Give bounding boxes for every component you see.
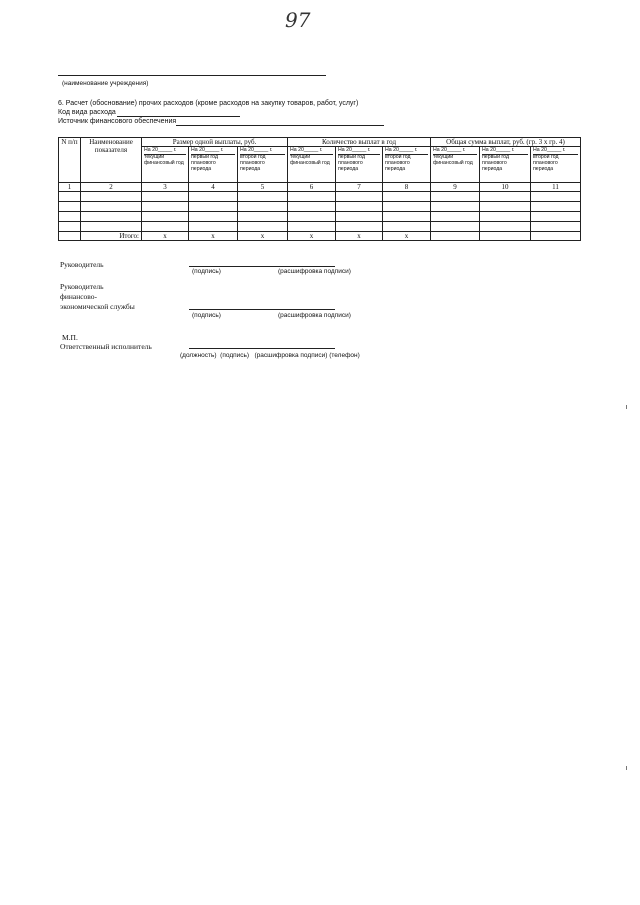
- table-row: [59, 202, 581, 212]
- table-row: [59, 192, 581, 202]
- subheader-current-year: На 20_____ г. текущий финансовый год: [431, 147, 480, 183]
- executor-caption: (должность) (подпись) (расшифровка подписи) (телефон): [180, 352, 360, 359]
- executor-signature-line: [189, 348, 335, 349]
- section-title: 6. Расчет (обоснование) прочих расходов (кроме расходов на закупку товаров, работ, услуг): [58, 100, 359, 107]
- subheader-current-year: На 20_____ г. текущий финансовый год: [288, 147, 336, 183]
- col-number: 3: [142, 183, 189, 192]
- total-label: Итого:: [81, 232, 142, 241]
- header-indicator-name: Наименование показателя: [81, 138, 142, 183]
- finance-signature-line: [189, 309, 335, 310]
- subheader-second-year: На 20_____ г. второй год планового периода: [383, 147, 431, 183]
- subheader-first-year: На 20_____ г. первый год планового периода: [480, 147, 531, 183]
- finance-head-label-line2: финансово-: [60, 292, 98, 301]
- x-mark: x: [238, 232, 288, 241]
- x-mark: x: [383, 232, 431, 241]
- expense-code-line: [117, 116, 240, 117]
- header-payment-count: Количество выплат в год: [288, 138, 431, 147]
- finance-head-label-line3: экономической службы: [60, 302, 135, 311]
- expense-code-label: Код вида расхода: [58, 109, 116, 116]
- col-number: 4: [189, 183, 238, 192]
- x-mark: x: [288, 232, 336, 241]
- funding-source-label: Источник финансового обеспечения: [58, 118, 177, 125]
- head-label: Руководитель: [60, 260, 104, 269]
- subheader-second-year: На 20_____ г. второй год планового периода: [238, 147, 288, 183]
- x-mark: x: [189, 232, 238, 241]
- expense-table: [58, 137, 581, 241]
- header-payment-size: Размер одной выплаты, руб.: [142, 138, 288, 147]
- subheader-current-year: На 20_____ г. текущий финансовый год: [142, 147, 189, 183]
- subheader-first-year: На 20_____ г. первый год планового периода: [336, 147, 383, 183]
- head-signature-line: [189, 266, 335, 267]
- page-number: 97: [285, 8, 311, 32]
- scan-speck: [626, 405, 627, 409]
- column-numbers-row: [59, 183, 581, 192]
- col-number: 2: [81, 183, 142, 192]
- signature-caption: (подпись): [192, 312, 221, 319]
- institution-line: [58, 75, 326, 76]
- subheader-first-year: На 20_____ г. первый год планового периода: [189, 147, 238, 183]
- total-row: [59, 232, 581, 241]
- signature-caption: (подпись): [192, 268, 221, 275]
- funding-source-line: [176, 125, 384, 126]
- col-number: 1: [59, 183, 81, 192]
- col-number: 8: [383, 183, 431, 192]
- x-mark: x: [142, 232, 189, 241]
- finance-head-label-line1: Руководитель: [60, 282, 104, 291]
- header-num: N п/п: [59, 138, 81, 183]
- col-number: 9: [431, 183, 480, 192]
- scan-speck: [626, 766, 627, 770]
- col-number: 6: [288, 183, 336, 192]
- col-number: 10: [480, 183, 531, 192]
- header-total: Общая сумма выплат, руб. (гр. 3 x гр. 4): [431, 138, 581, 147]
- col-number: 11: [531, 183, 581, 192]
- stamp-label: М.П.: [62, 333, 78, 342]
- x-mark: x: [336, 232, 383, 241]
- executor-label: Ответственный исполнитель: [60, 342, 152, 351]
- col-number: 5: [238, 183, 288, 192]
- subheader-second-year: На 20_____ г. второй год планового периода: [531, 147, 581, 183]
- table-row: [59, 222, 581, 232]
- decode-caption: (расшифровка подписи): [278, 312, 351, 319]
- decode-caption: (расшифровка подписи): [278, 268, 351, 275]
- table-row: [59, 212, 581, 222]
- col-number: 7: [336, 183, 383, 192]
- institution-caption: (наименование учреждения): [62, 80, 149, 87]
